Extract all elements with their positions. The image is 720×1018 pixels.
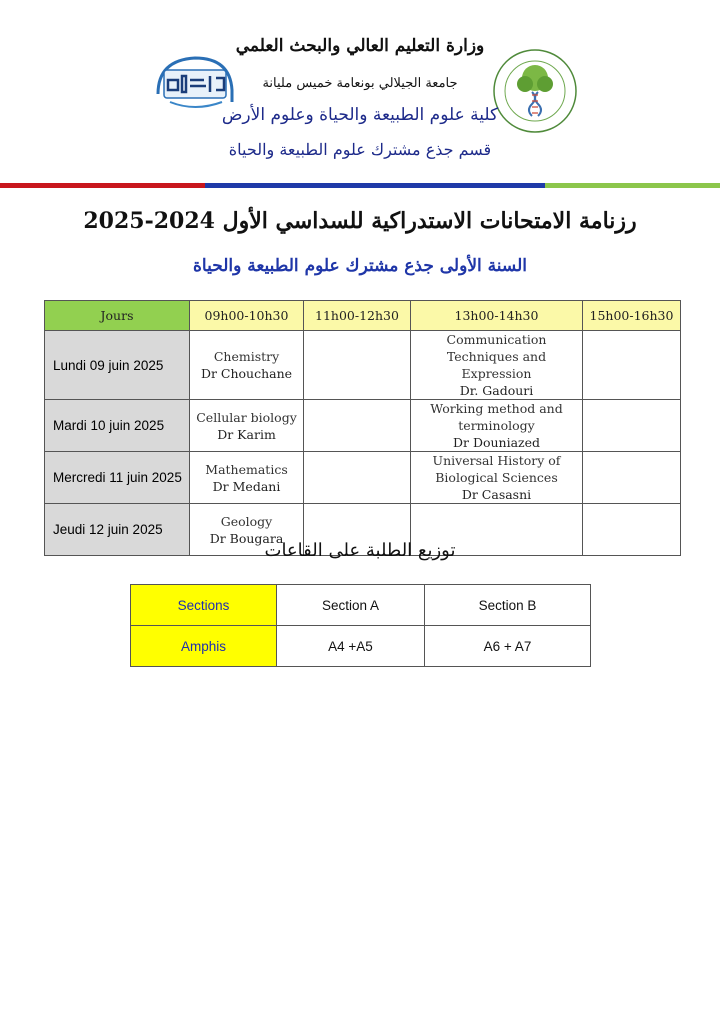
day-cell: Lundi 09 juin 2025	[45, 331, 190, 400]
column-header: 11h00-12h30	[304, 301, 411, 331]
exam-cell	[304, 452, 411, 504]
rooms-title: توزيع الطلبة على القاعات	[264, 540, 456, 561]
exam-teacher: Dr Chouchane	[200, 366, 293, 381]
exam-teacher: Dr Karim	[217, 426, 276, 442]
exam-cell	[190, 400, 304, 452]
header-stripe-red	[0, 183, 205, 188]
exam-subject: Communication Techniques and Expression	[446, 332, 547, 381]
exam-cell	[411, 452, 583, 504]
header-stripe-blue	[205, 183, 545, 188]
exam-subject: Mathematics	[205, 461, 288, 477]
sections-label: Sections	[131, 585, 277, 626]
faculty-name: كلية علوم الطبيعة والحياة وعلوم الأرض	[221, 105, 499, 125]
table-row	[131, 585, 591, 626]
exam-cell	[583, 331, 681, 400]
table-row	[45, 400, 681, 452]
exam-cell	[190, 452, 304, 504]
exam-teacher: Dr Bougara	[209, 530, 284, 546]
rooms-table	[130, 584, 591, 667]
exam-subject: Cellular biology	[196, 409, 297, 425]
exam-cell	[411, 331, 583, 400]
exam-cell	[583, 400, 681, 452]
exam-cell	[583, 452, 681, 504]
exam-teacher: Dr Casasni	[461, 487, 532, 502]
column-header: Jours	[45, 301, 190, 331]
exam-cell	[304, 400, 411, 452]
table-row	[131, 626, 591, 667]
exam-teacher: Dr Medani	[212, 478, 281, 494]
table-header-row	[45, 301, 681, 331]
university-name: جامعة الجيلالي بونعامة خميس مليانة	[262, 76, 458, 91]
day-cell: Jeudi 12 juin 2025	[45, 504, 190, 556]
exam-cell	[304, 331, 411, 400]
section-cell: Section A	[277, 585, 425, 626]
page-title: رزنامة الامتحانات الاستدراكية للسداسي الأول 2024-2025	[83, 208, 637, 234]
exam-cell	[411, 400, 583, 452]
day-cell: Mardi 10 juin 2025	[45, 400, 190, 452]
department-name: قسم جذع مشترك علوم الطبيعة والحياة	[228, 140, 492, 159]
exam-schedule-table	[44, 300, 681, 556]
column-header: 13h00-14h30	[411, 301, 583, 331]
exam-subject: Geology	[220, 513, 273, 529]
column-header: 09h00-10h30	[190, 301, 304, 331]
column-header: 15h00-16h30	[583, 301, 681, 331]
exam-teacher: Dr Douniazed	[452, 435, 541, 450]
amphi-cell: A6 + A7	[425, 626, 591, 667]
header-stripe-green	[545, 183, 720, 188]
table-row	[45, 452, 681, 504]
page-subtitle: السنة الأولى جذع مشترك علوم الطبيعة والحياة	[193, 256, 527, 276]
day-cell: Mercredi 11 juin 2025	[45, 452, 190, 504]
amphis-label: Amphis	[131, 626, 277, 667]
amphi-cell: A4 +A5	[277, 626, 425, 667]
exam-subject: Working method and terminology	[430, 401, 563, 433]
section-cell: Section B	[425, 585, 591, 626]
ministry-name: وزارة التعليم العالي والبحث العلمي	[235, 36, 485, 56]
table-row	[45, 331, 681, 400]
exam-subject: Chemistry	[213, 349, 280, 364]
exam-subject: Universal History of Biological Sciences	[432, 453, 561, 485]
exam-cell	[190, 331, 304, 400]
exam-teacher: Dr. Gadouri	[459, 383, 534, 398]
